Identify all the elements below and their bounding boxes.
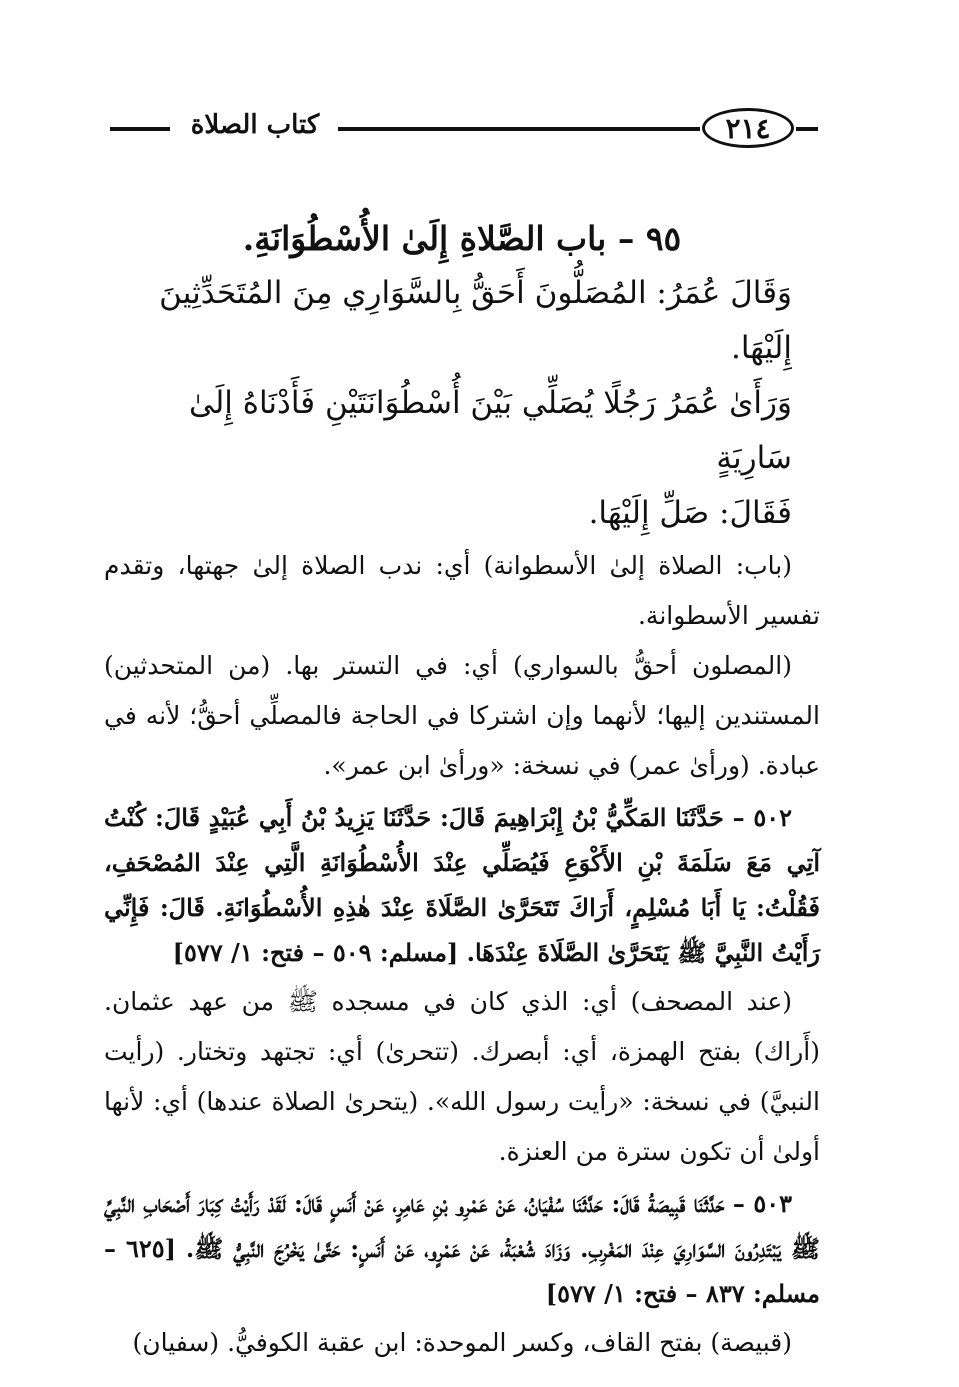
commentary-paragraph: (باب: الصلاة إلىٰ الأسطوانة) أي: ندب الصلاة إلىٰ جهتها، وتقدم تفسير الأسطوانة. [104, 551, 820, 630]
header-rule [110, 127, 170, 131]
chapter-quote-line: فَقَالَ: صَلِّ إِلَيْهَا. [588, 495, 792, 531]
chapter-quote-line: وَقَالَ عُمَرُ: المُصَلُّونَ أَحَقُّ بِالسَّوَارِي مِنَ المُتَحَدِّثِينَ إِلَيْهَا. [159, 275, 792, 366]
running-title: كتاب الصلاة [190, 110, 320, 140]
page-body [104, 212, 820, 1368]
chapter-quote-line: وَرَأَىٰ عُمَرُ رَجُلًا يُصَلِّي بَيْنَ أُسْطُوَانَتَيْنِ فَأَدْنَاهُ إِلَىٰ سَارِيَةٍ [188, 385, 792, 476]
commentary-paragraph: (قبيصة) بفتح القاف، وكسر الموحدة: ابن عقبة الكوفيُّ. (سفيان) [132, 1328, 792, 1357]
commentary-paragraph: (المصلون أحقُّ بالسواري) أي: في التستر بها. (من المتحدثين) المستندين إليها؛ لأنهما وإن اشتركا في الحاجة فالمصلِّي أحقُّ؛ لأنه في عبادة. (ورأىٰ عمر) في نسخة: «ورأىٰ ابن عمر». [104, 651, 820, 780]
chapter-title: ٩٥ – باب الصَّلاةِ إِلَىٰ الأُسْطُوَانَةِ. [242, 219, 682, 258]
page-header [110, 104, 818, 154]
page-number: ٢١٤ [702, 108, 794, 148]
hadith-text: ٥٠٢ – حَدَّثَنَا المَكِّيُّ بْنُ إِبْرَاهِيمَ قَالَ: حَدَّثَنَا يَزِيدُ بْنُ أَبِي عُبَيْدٍ قَالَ: كُنْتُ آتِي مَعَ سَلَمَةَ بْنِ الأَكْوَعِ فَيُصَلِّي عِنْدَ الأُسْطُوَانَةِ الَّتِي عِنْدَ المُصْحَفِ، فَقُلْتُ: يَا أَبَا مُسْلِمٍ، أَرَاكَ تَتَحَرَّىٰ الصَّلَاةَ عِنْدَ هٰذِهِ الأُسْطُوَانَةِ. قَالَ: فَإِنِّي رَأَيْتُ النَّبِيَّ ﷺ يَتَحَرَّىٰ الصَّلَاةَ عِنْدَهَا. [مسلم: ٥٠٩ – فتح: ١/ ٥٧٧] [104, 803, 820, 967]
header-rule [338, 127, 700, 131]
hadith-text: ٥٠٣ – حَدَّثَنَا قَبِيصَةُ قَالَ: حَدَّثَنَا سُفْيَانُ، عَنْ عَمْرِو بْنِ عَامِرٍ، عَنْ أَنَسٍ قَالَ: لَقَدْ رَأَيْتُ كِبَارَ أَصْحَابِ النَّبِيِّ ﷺ يَبْتَدِرُونَ السَّوَارِيَ عِنْدَ المَغْرِبِ. وَزَادَ شُعْبَةُ، عَنْ عَمْرٍو، عَنْ أَنَسٍ: حَتَّىٰ يَخْرُجَ النَّبِيُّ ﷺ. [٦٢٥ – مسلم: ٨٣٧ – فتح: ١/ ٥٧٧] [104, 1189, 820, 1308]
header-rule [796, 127, 818, 131]
commentary-paragraph: (عند المصحف) أي: الذي كان في مسجده ﷺ من عهد عثمان. (أَراك) بفتح الهمزة، أي: أبصرك. (تتحرىٰ) أي: تجتهد وتختار. (رأيت النبيَّ) في نسخة: «رأيت رسول الله». (يتحرىٰ الصلاة عندها) أي: لأنها أولىٰ أن تكون سترة من العنزة. [104, 987, 820, 1166]
